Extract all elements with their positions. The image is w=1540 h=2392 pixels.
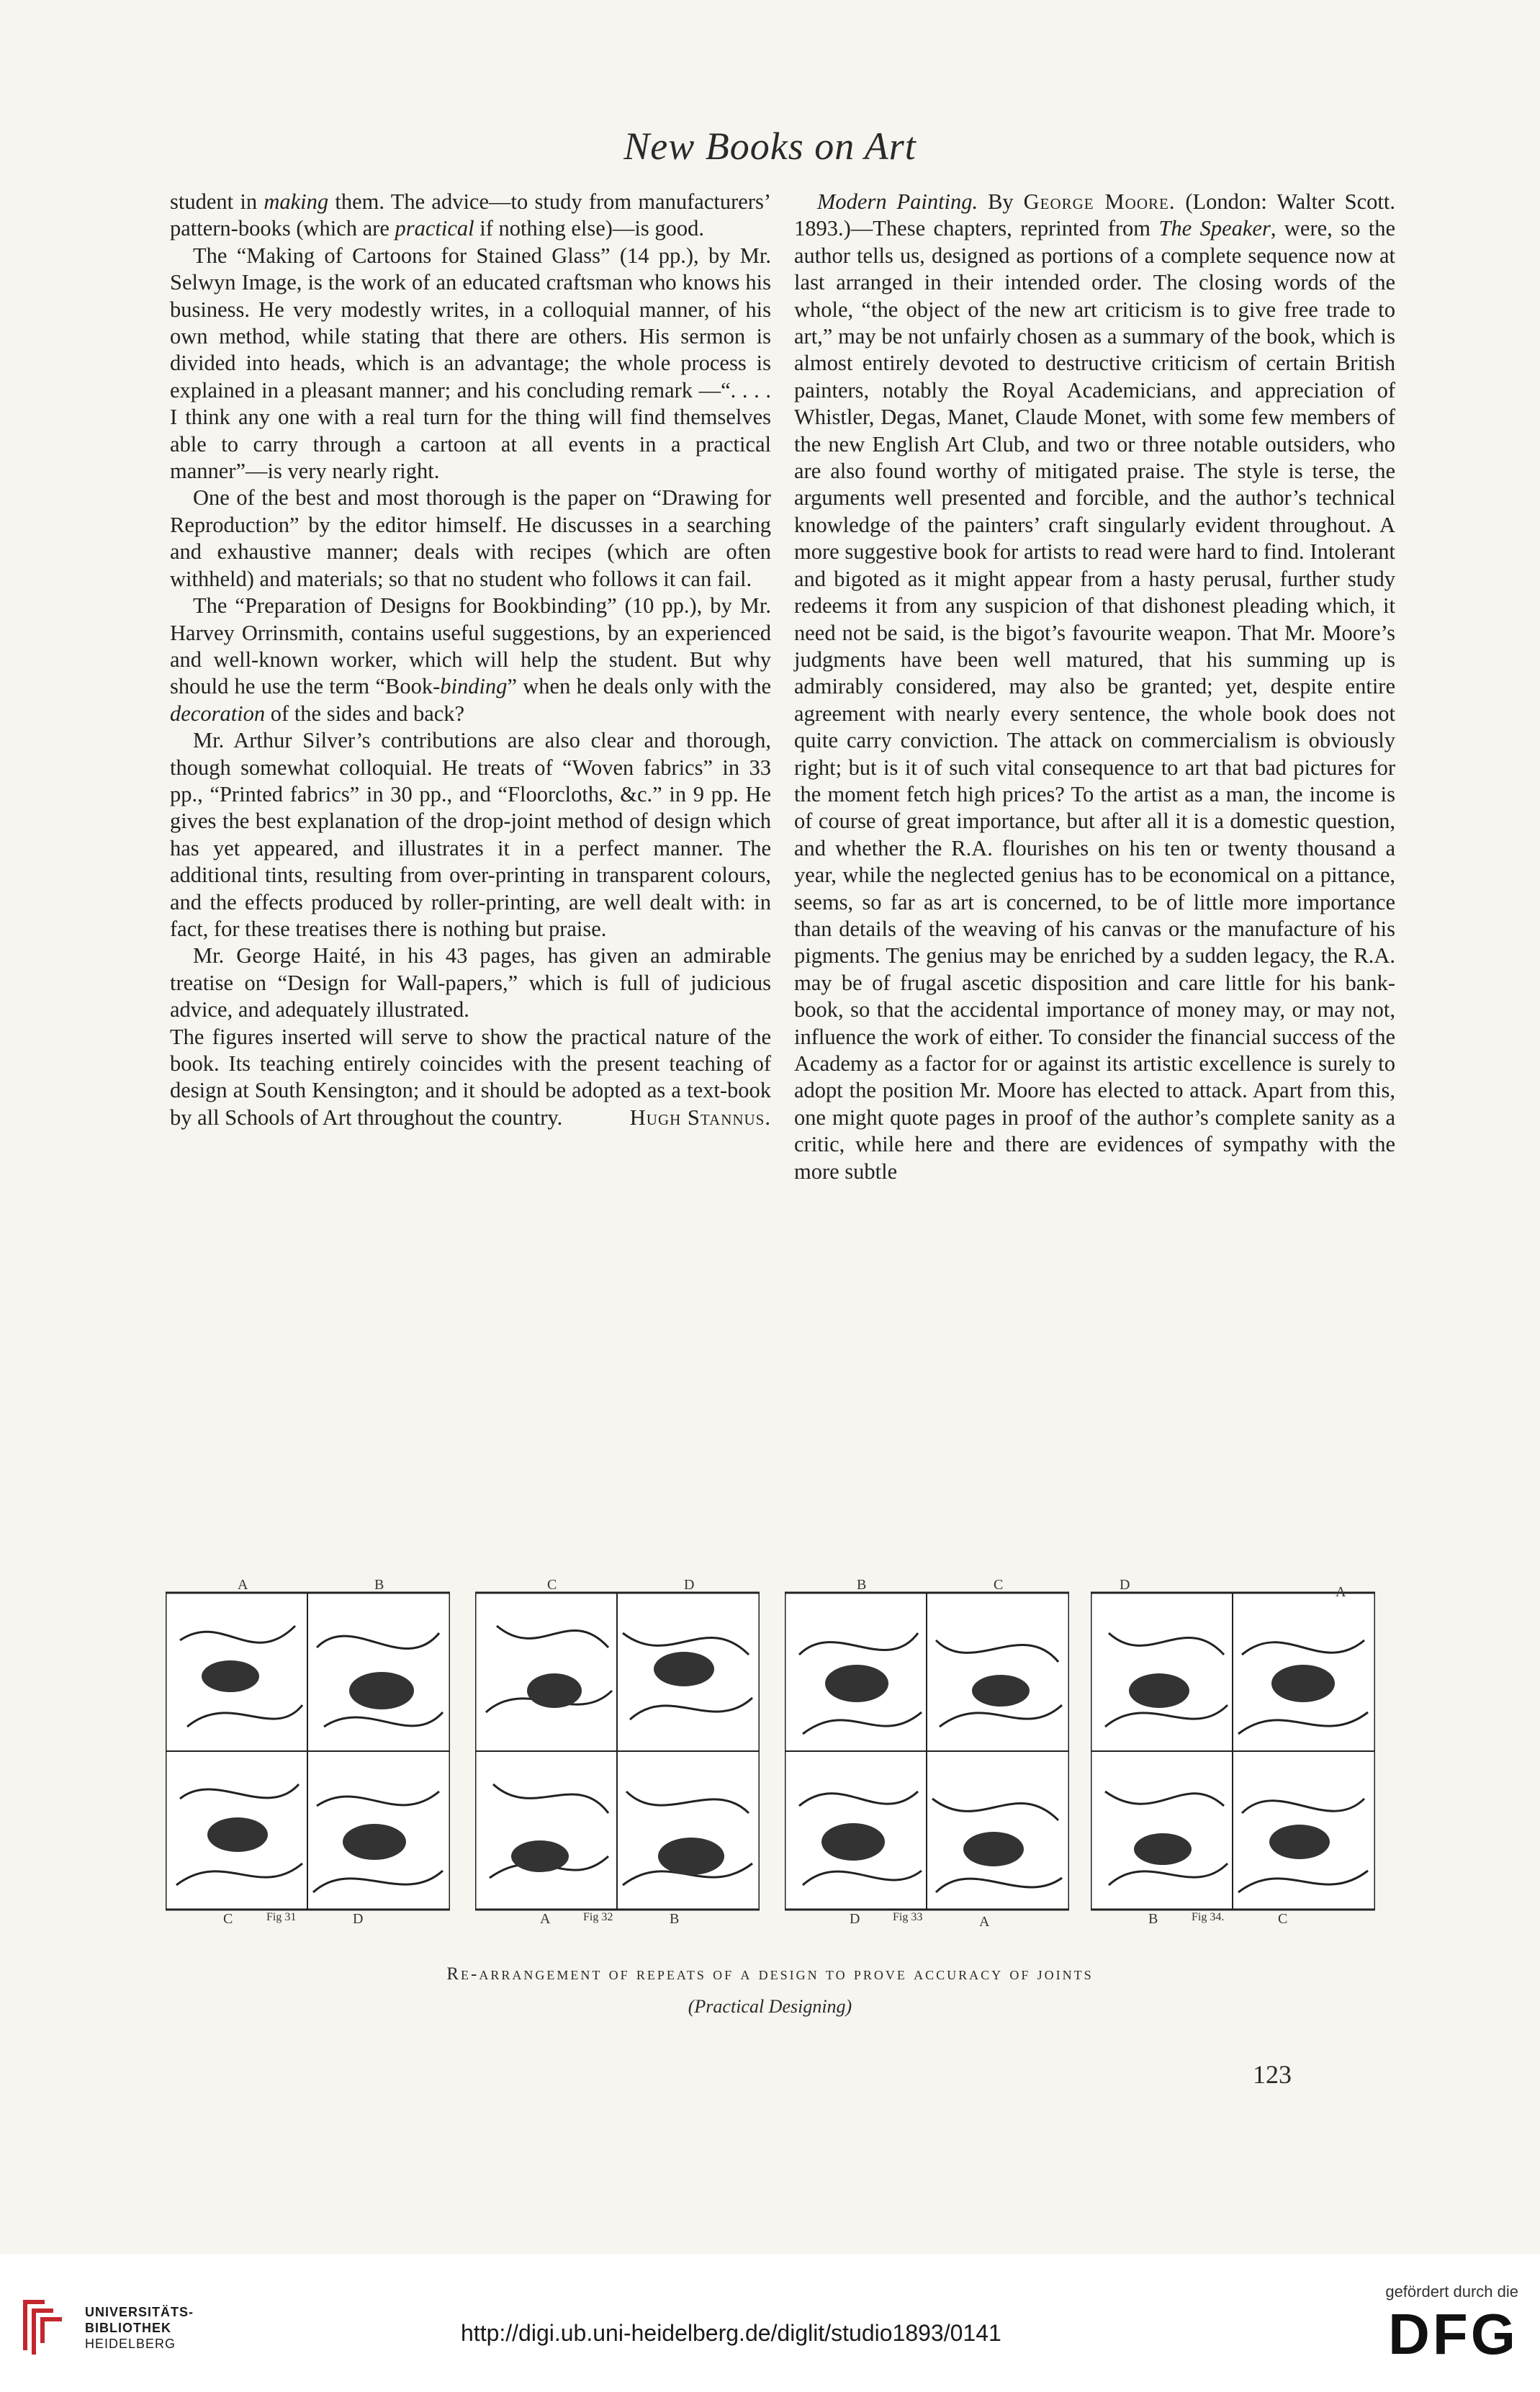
running-title: New Books on Art xyxy=(623,125,917,168)
paragraph: The “Preparation of Designs for Bookbinding” (10 pp.), by Mr. Harvey Orrinsmith, contains useful suggestions, by an experienced and well-known worker, which will help the student. But why should he use the term “Book-binding” when he deals only with the decoration of the sides and back? xyxy=(170,593,772,726)
plate-label: D xyxy=(1120,1577,1130,1593)
right-column xyxy=(794,189,1395,1185)
page-number: 123 xyxy=(1253,2060,1292,2089)
figure-number: Fig 31 xyxy=(266,1911,297,1923)
paragraph: The figures inserted will serve to show the practical nature of the book. Its teaching entirely coincides with the present teaching of design at South Kensington; and it should be adopted as a text-book by all Schools of Art throughout the country. Hugh Stannus. xyxy=(170,1024,771,1132)
funding-credit xyxy=(1385,2283,1518,2366)
library-logo[interactable] xyxy=(16,2290,232,2362)
plate-label: A xyxy=(1336,1584,1346,1600)
plate-label: D xyxy=(353,1911,364,1927)
paragraph: One of the best and most thorough is the paper on “Drawing for Reproduction” by the editor himself. He discusses in a searching and exhaustive manner; deals with recipes (which are often withheld) and materials; so that no student who follows it can fail. xyxy=(170,485,771,591)
library-logo-icon xyxy=(16,2293,68,2357)
plate-label: A xyxy=(238,1577,248,1593)
plate-label: B xyxy=(1148,1911,1158,1927)
paragraph: student in making them. The advice—to study from manufacturers’ pattern-books (which are practical if nothing else)—is good. xyxy=(170,189,771,241)
figure-plates xyxy=(166,1577,1375,1957)
funded-by-label: gefördert durch die xyxy=(1385,2283,1518,2301)
plate-label: D xyxy=(850,1911,860,1927)
paragraph: The “Making of Cartoons for Stained Glass” (14 pp.), by Mr. Selwyn Image, is the work of an educated craftsman who knows his business. He very modestly writes, in a colloquial manner, of his own method, while stating that there are others. His sermon is divided into heads, which is an advantage; the whole process is explained in a pleasant manner; and his concluding remark —“. . . . I think any one with a real turn for the thing will find themselves able to carry through a cartoon at all events in a practical manner”—is very nearly right. xyxy=(170,243,771,484)
figure-number: Fig 32 xyxy=(583,1911,613,1923)
book-title: Modern Painting. xyxy=(817,189,978,214)
signature: Hugh Stannus. xyxy=(629,1105,771,1130)
plate-label: A xyxy=(540,1911,551,1927)
figure-plate xyxy=(475,1577,760,1928)
book-author: George Moore. xyxy=(1023,189,1176,214)
left-column xyxy=(170,189,771,1131)
figure-number: Fig 33 xyxy=(893,1911,923,1923)
figure-caption: Re-arrangement of repeats of a design to prove accuracy of joints xyxy=(446,1964,1094,1984)
floral-pattern-illustration xyxy=(475,1583,760,1928)
digitization-footer xyxy=(0,2254,1540,2392)
paragraph: Mr. George Haité, in his 43 pages, has given an admirable treatise on “Design for Wall-papers,” which is full of judicious advice, and adequately illustrated. xyxy=(170,943,771,1022)
plate-label: D xyxy=(684,1577,695,1593)
library-name: UNIVERSITÄTS- BIBLIOTHEK HEIDELBERG xyxy=(85,2305,194,2351)
floral-pattern-illustration xyxy=(166,1583,450,1928)
plate-label: C xyxy=(223,1911,233,1927)
plate-label: B xyxy=(857,1577,867,1593)
figure-number: Fig 34. xyxy=(1192,1911,1225,1923)
floral-pattern-illustration xyxy=(785,1583,1069,1928)
plate-label: A xyxy=(979,1914,990,1930)
plate-label: C xyxy=(994,1577,1004,1593)
paragraph: Mr. Arthur Silver’s contributions are also clear and thorough, though somewhat colloquial. He treats of “Woven fabrics” in 33 pp., “Printed fabrics” in 30 pp., and “Floorcloths, &c.” in 9 pp. He gives the best explanation of the drop-joint method of design which has yet appeared, and illustrates it in a perfect manner. The additional tints, resulting from over-printing in transparent colours, and the effects produced by roller-printing, are well dealt with: in fact, for these treatises there is nothing but praise. xyxy=(170,728,771,941)
figure-plate xyxy=(1091,1577,1375,1928)
floral-pattern-illustration xyxy=(1091,1583,1375,1928)
figure-subcaption: (Practical Designing) xyxy=(688,1996,852,2017)
plate-label: C xyxy=(1278,1911,1288,1927)
dfg-logo[interactable]: DFG xyxy=(1388,2302,1518,2366)
figure-plate xyxy=(166,1577,450,1928)
paragraph: Modern Painting. By George Moore. (London: Walter Scott. 1893.)—These chapters, reprinted from The Speaker, were, so the author tells us, designed as portions of a complete sequence now at last arranged in their intended order. The closing words of the whole, “the object of the new art criticism is to give free trade to art,” may be not unfairly chosen as a summary of the book, which is almost entirely devoted to destructive criticism of certain British painters, notably the Royal Academicians, and appreciation of Whistler, Degas, Manet, Claude Monet, with some few members of the new English Art Club, and two or three notable outsiders, who are also found worthy of mitigated praise. The style is terse, the arguments well presented and forcible, and the author’s technical knowledge of the painters’ craft singularly evident throughout. A more suggestive book for artists to read were hard to find. Intolerant and bigoted as it might appear from a hasty perusal, further study redeems it from any suspicion of that dishonest pleading which, it need not be said, is the bigot’s favourite weapon. That Mr. Moore’s judgments have been well matured, that his summing up is admirably considered, may also be granted; yet, despite entire agreement with nearly every sentence, the whole book does not quite carry conviction. The attack on commercialism is obviously right; but is it of such vital consequence to art that bad pictures for the moment fetch high prices? To the artist as a man, the income is of course of great importance, but after all it is a domestic question, and whether the R.A. flourishes on his ten or twenty thousand a year, while the neglected genius has to be economical on a pittance, seems, so far as art is concerned, to be of little more importance than details of the weaving of his canvas or the manufacture of his pigments. The genius may be enriched by a sudden legacy, the R.A. may be of frugal ascetic disposition and care little for his bank-book, so that the accidental importance of money may, or may not, influence the work of either. To consider the financial success of the Academy as a factor for or against its artistic excellence is surely to adopt the position Mr. Moore has elected to attack. Apart from this, one might quote pages in proof of the author’s complete sanity as a critic, while here and there are evidences of sympathy with the more subtle xyxy=(794,189,1396,1184)
figure-plate xyxy=(785,1577,1069,1930)
plate-label: B xyxy=(374,1577,384,1593)
plate-label: C xyxy=(547,1577,557,1593)
plate-label: B xyxy=(670,1911,680,1927)
permalink-url[interactable]: http://digi.ub.uni-heidelberg.de/diglit/studio1893/0141 xyxy=(461,2320,1001,2346)
